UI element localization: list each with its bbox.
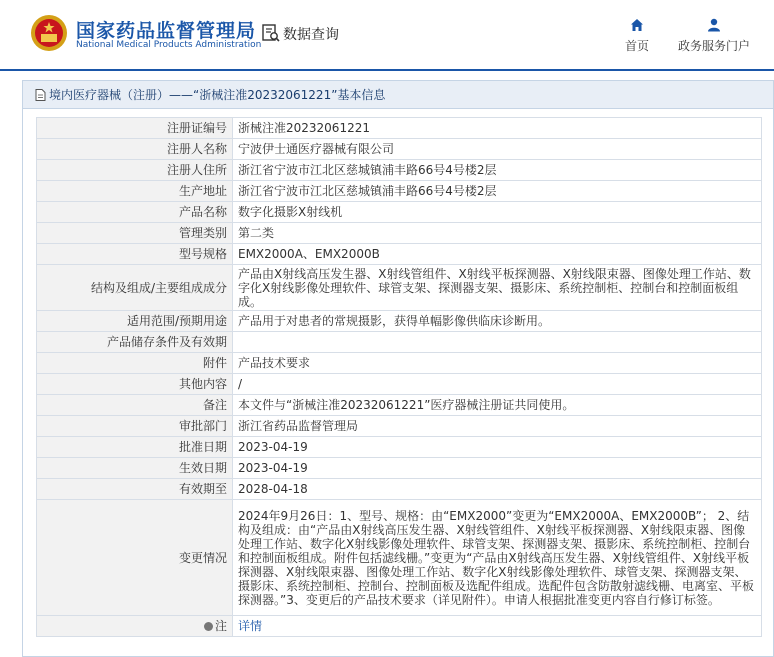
field-label: 管理类别 (37, 223, 233, 244)
table-row (37, 374, 762, 395)
registration-info-table (36, 117, 762, 637)
field-label (37, 616, 233, 637)
table-row (37, 353, 762, 374)
home-icon (630, 18, 644, 32)
field-value: EMX2000A、EMX2000B (233, 244, 762, 265)
field-value (233, 332, 762, 353)
nav-home-label: 首页 (624, 39, 649, 53)
nav-service-portal-label: 政务服务门户 (677, 39, 750, 53)
table-row (37, 311, 762, 332)
table-row (37, 479, 762, 500)
table-row (37, 395, 762, 416)
field-label: 审批部门 (37, 416, 233, 437)
org-name-cn: 国家药品监督管理局 (76, 20, 257, 42)
data-query-title: 数据查询 (283, 27, 339, 43)
field-label: 产品储存条件及有效期 (37, 332, 233, 353)
field-value (233, 616, 762, 637)
field-label: 型号规格 (37, 244, 233, 265)
field-value: 浙江省药品监督管理局 (233, 416, 762, 437)
table-row (37, 265, 762, 311)
note-label: 注 (214, 619, 227, 633)
table-row (37, 458, 762, 479)
table-row (37, 223, 762, 244)
field-label: 其他内容 (37, 374, 233, 395)
field-value: 2028-04-18 (233, 479, 762, 500)
field-value: 产品用于对患者的常规摄影，获得单幅影像供临床诊断用。 (233, 311, 762, 332)
field-value: 2024年9月26日：1、型号、规格：由“EMX2000”变更为“EMX2000A、EMX2000B”； 2、结构及组成：由“产品由X射线高压发生器、X射线管组件、X射线平板探测器、X射线限束器、图像处理工作站、数字化X射线影像处理软件、球管支架、探测器支架、摄影床、系统控制柜、控制台和控制面板组成。附件包括滤线栅。”变更为“产品由X射线高压发生器、X射线管组件、X射线平板探测器、X射线限束器、图像处理工作站、数字化X射线影像处理软件、球管支架、探测器支架、摄影床、系统控制柜、控制台、控制面板及选配件组成。选配件包含防散射滤线栅、电离室、平板探测器。”3、变更后的产品技术要求（详见附件）。申请人根据批准变更内容自行修订标签。 (233, 500, 762, 616)
data-query-icon (262, 24, 280, 42)
national-emblem-icon (30, 14, 68, 52)
field-value: 本文件与“浙械注准20232061221”医疗器械注册证共同使用。 (233, 395, 762, 416)
field-value: 浙江省宁波市江北区慈城镇浦丰路66号4号楼2层 (233, 181, 762, 202)
field-value: 产品由X射线高压发生器、X射线管组件、X射线平板探测器、X射线限束器、图像处理工作站、数字化X射线影像处理软件、球管支架、探测器支架、摄影床、系统控制柜、控制台和控制面板组成。 (233, 265, 762, 311)
user-icon (707, 18, 721, 32)
field-label: 附件 (37, 353, 233, 374)
table-row (37, 139, 762, 160)
table-row (37, 244, 762, 265)
details-link[interactable]: 详情 (238, 619, 263, 633)
field-label: 结构及组成/主要组成成分 (37, 265, 233, 311)
field-label: 生产地址 (37, 181, 233, 202)
field-value: 产品技术要求 (233, 353, 762, 374)
detail-panel (22, 80, 774, 657)
field-label: 生效日期 (37, 458, 233, 479)
field-value: 数字化摄影X射线机 (233, 202, 762, 223)
field-value: 2023-04-19 (233, 437, 762, 458)
org-name-en: National Medical Products Administration (76, 40, 262, 50)
field-label: 适用范围/预期用途 (37, 311, 233, 332)
table-row (37, 181, 762, 202)
table-row (37, 500, 762, 616)
field-label: 有效期至 (37, 479, 233, 500)
field-label: 备注 (37, 395, 233, 416)
nav-service-portal-link[interactable] (672, 18, 756, 54)
document-icon (35, 89, 46, 101)
table-row (37, 437, 762, 458)
field-value: 浙械注准20232061221 (233, 118, 762, 139)
table-row (37, 160, 762, 181)
table-row (37, 416, 762, 437)
panel-title-bar (23, 81, 773, 109)
table-row (37, 616, 762, 637)
panel-title: 境内医疗器械（注册）——“浙械注准20232061221”基本信息 (49, 88, 386, 102)
field-value: / (233, 374, 762, 395)
table-row (37, 118, 762, 139)
field-label: 注册人住所 (37, 160, 233, 181)
field-value: 第二类 (233, 223, 762, 244)
nav-home-link[interactable] (617, 18, 657, 54)
field-label: 批准日期 (37, 437, 233, 458)
field-label: 产品名称 (37, 202, 233, 223)
header-divider (0, 69, 774, 71)
table-row (37, 332, 762, 353)
field-label: 注册人名称 (37, 139, 233, 160)
field-value: 浙江省宁波市江北区慈城镇浦丰路66号4号楼2层 (233, 160, 762, 181)
field-value: 2023-04-19 (233, 458, 762, 479)
field-label: 变更情况 (37, 500, 233, 616)
site-header (0, 0, 774, 68)
note-icon (204, 622, 213, 631)
field-value: 宁波伊士通医疗器械有限公司 (233, 139, 762, 160)
field-label: 注册证编号 (37, 118, 233, 139)
table-row (37, 202, 762, 223)
